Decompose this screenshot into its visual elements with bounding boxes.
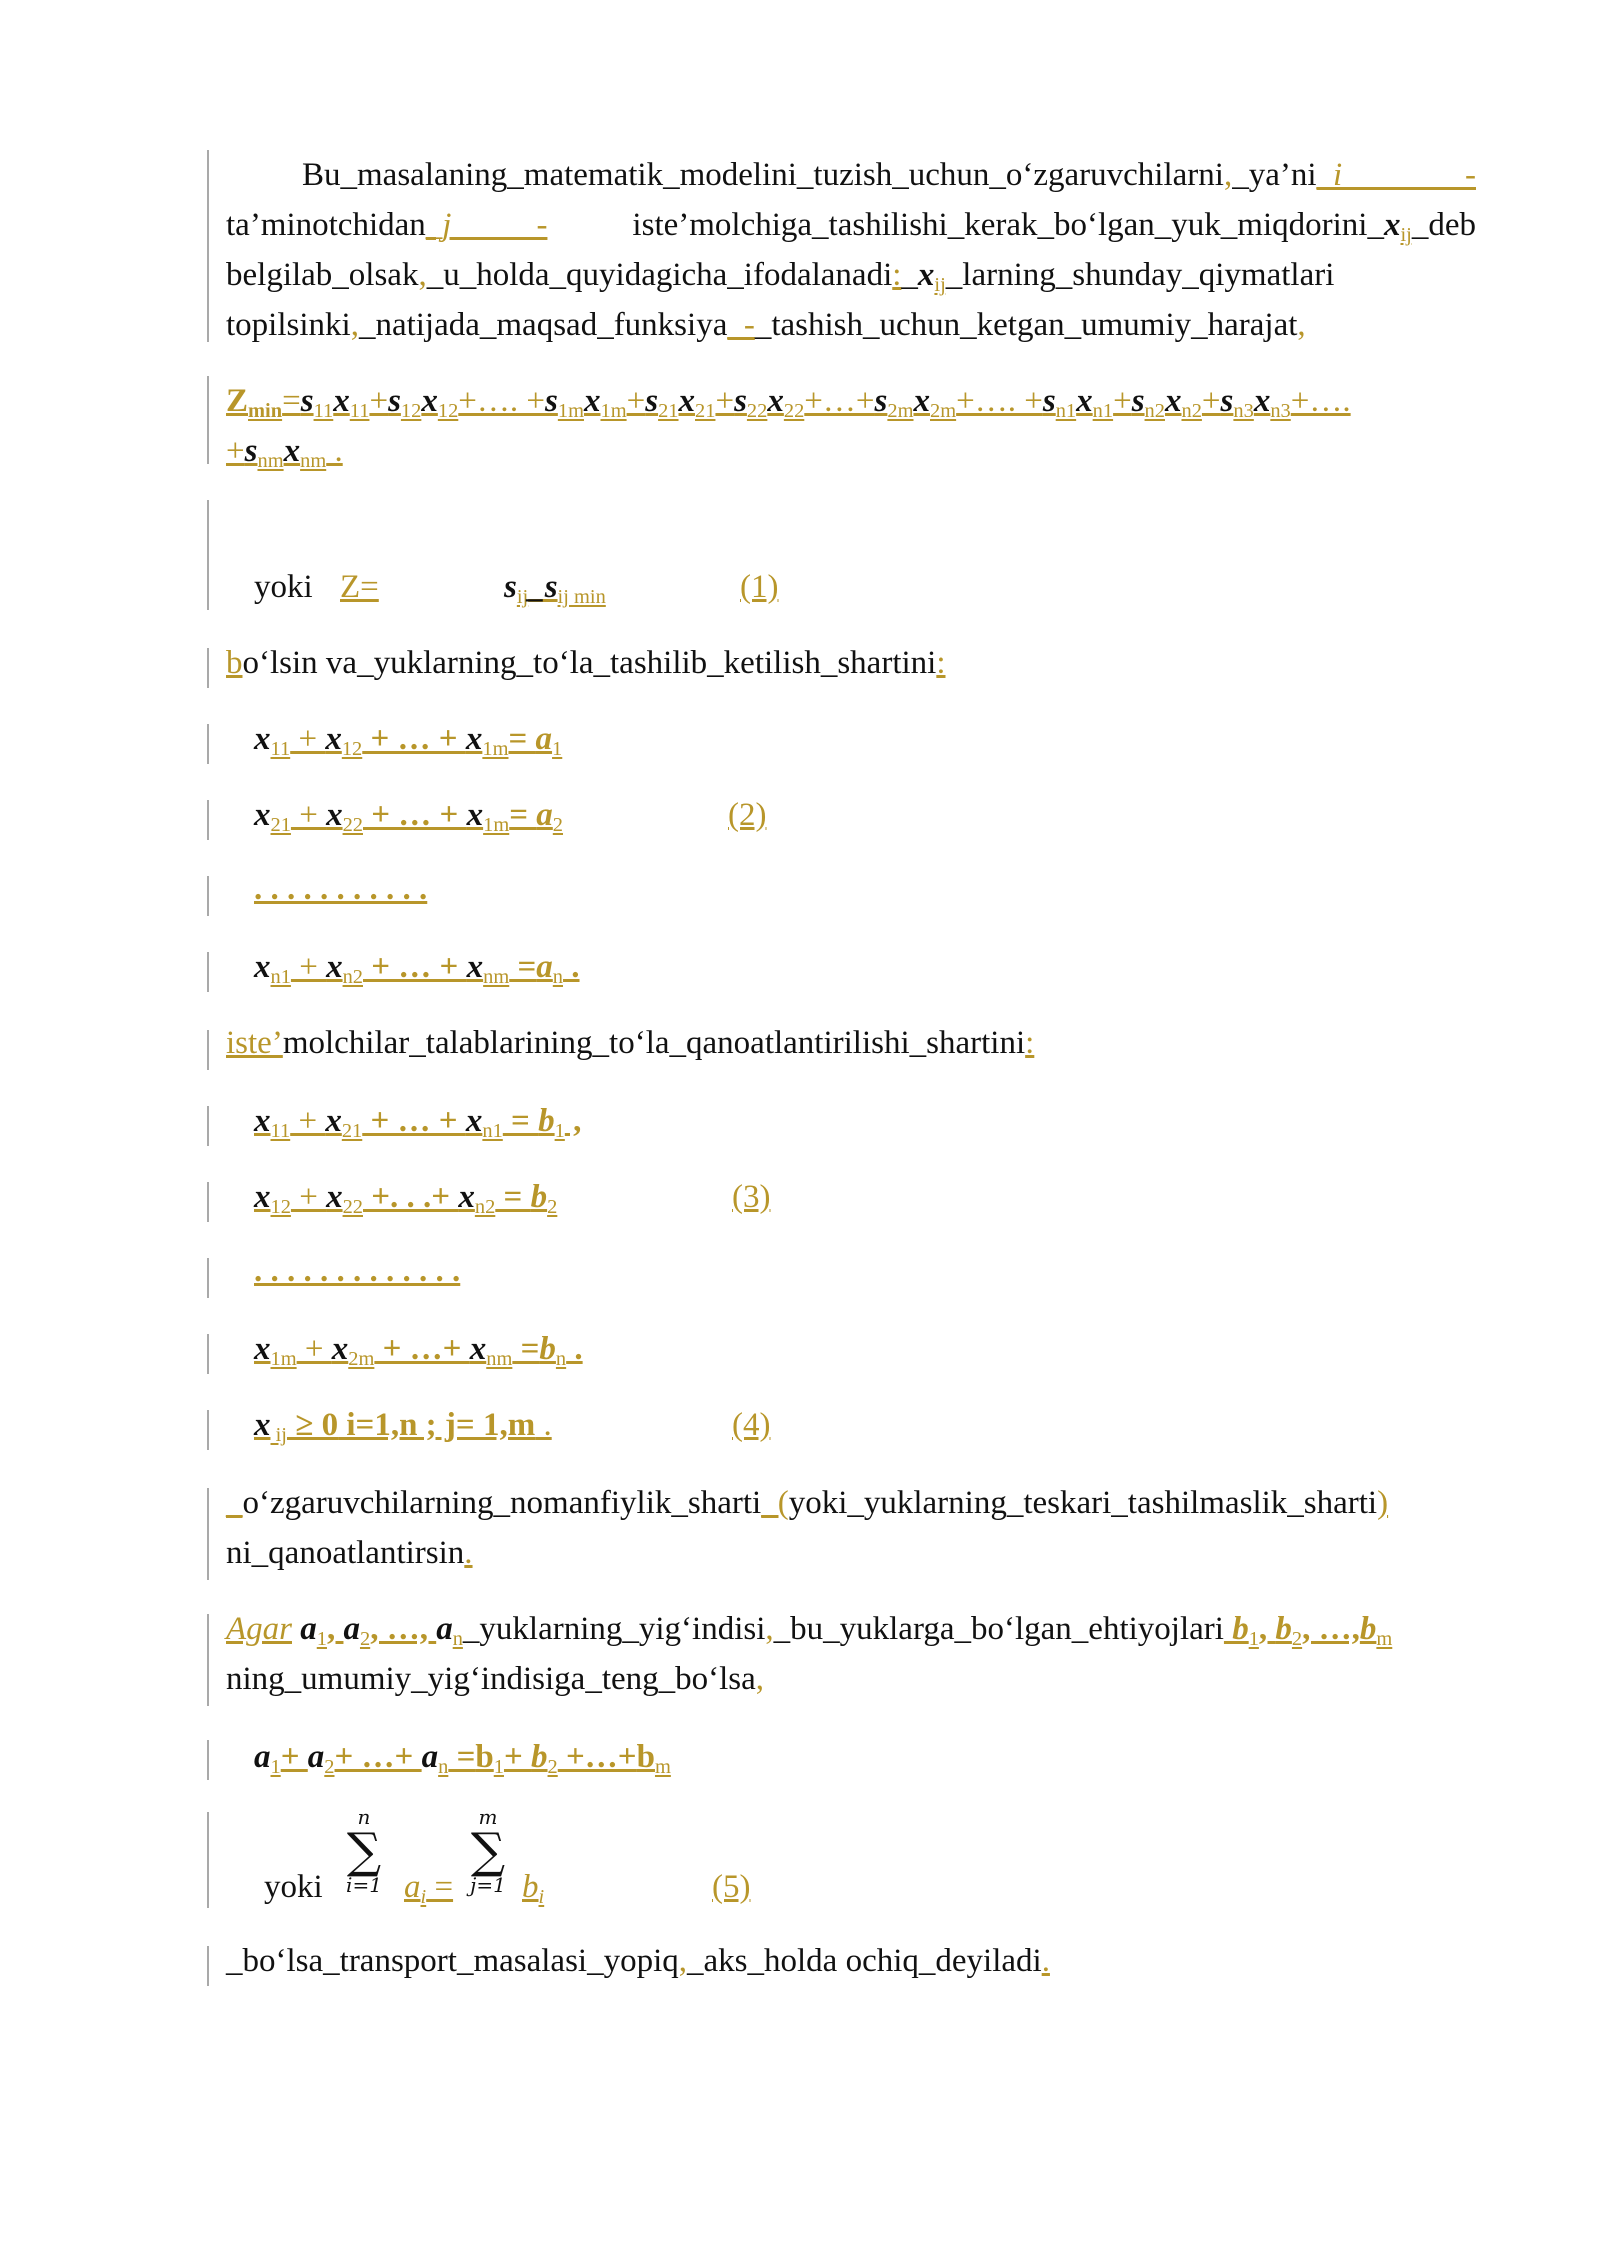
text-run: , [418, 257, 427, 293]
objective-function [226, 376, 1476, 476]
formula-term: , …, [1302, 1611, 1360, 1647]
demand-row-2 [254, 1172, 557, 1222]
formula-term: b [636, 1739, 655, 1775]
subscript: 1m [270, 1348, 297, 1370]
text-run: _bu_yuklarga_bo‘lgan_ehtiyojlari [773, 1611, 1224, 1647]
variable: b [522, 1869, 539, 1905]
formula-term: x [421, 383, 438, 419]
subscript: ij [270, 1424, 287, 1446]
equation-terms [292, 1611, 463, 1650]
nonnegativity-row [254, 1400, 552, 1450]
formula-term: x [465, 721, 483, 757]
sum-2 [468, 1806, 508, 1896]
text-run: , [755, 1661, 765, 1697]
subscript: 1m [600, 400, 627, 422]
equation-terms [254, 1179, 558, 1218]
subscript: n1 [1055, 400, 1077, 422]
subscript: i [538, 1886, 545, 1908]
text-run: yoki_yuklarning_teskari_tashilmaslik_sharti [788, 1485, 1378, 1521]
change-bar [207, 724, 209, 764]
formula-term: x [333, 383, 350, 419]
change-bar [207, 1812, 209, 1908]
change-bar [207, 1946, 209, 1986]
text-run: _j - [425, 207, 548, 243]
formula-term: = [282, 383, 301, 419]
text-run: _ya’ni [1232, 157, 1317, 193]
formula-term: + [290, 721, 326, 757]
subscript: n2 [1144, 400, 1165, 422]
sum-upper-limit: m [478, 1805, 498, 1829]
subscript: n [452, 1628, 463, 1650]
equation-3-number [732, 1172, 770, 1222]
objective-terms [282, 383, 1351, 422]
yoki-word: yoki [264, 1869, 323, 1905]
equation-5-number [712, 1862, 750, 1912]
formula-term: +…+ [557, 1739, 637, 1775]
change-bar [207, 648, 209, 688]
equation-terms [254, 949, 580, 988]
subscript: 12 [270, 1196, 291, 1218]
formula-term: b [1275, 1611, 1292, 1647]
formula-term: x [254, 721, 271, 757]
formula-term: b [530, 1179, 548, 1215]
formula-term: +. . .+ [363, 1179, 459, 1215]
subscript: 2m [930, 400, 957, 422]
yoki-word: yoki [254, 569, 313, 605]
equation-5-ai [404, 1862, 453, 1912]
formula-term: x [767, 383, 784, 419]
change-bar [207, 1410, 209, 1450]
text-run: _- [727, 307, 755, 343]
subscript: n [552, 966, 564, 988]
text-run: molchilar_talablarining_to‘la_qanoatlantirilishi_shartini [282, 1025, 1026, 1061]
change-bar [207, 800, 209, 840]
change-bar [207, 1182, 209, 1222]
change-bar [207, 1030, 209, 1070]
formula-term: . [326, 433, 343, 469]
formula-term: s [388, 383, 401, 419]
text-run: . [464, 1535, 473, 1571]
paragraph-closed-open [226, 1936, 1476, 1986]
variable: x [1383, 207, 1401, 243]
subscript: 12 [341, 738, 363, 760]
formula-term: + …+ [334, 1739, 422, 1775]
equation-terms [254, 1739, 671, 1778]
text-run: _larning_shunday_qiymatlari topilsinki [226, 257, 1335, 343]
change-bar [207, 1334, 209, 1374]
formula-term: a [535, 721, 553, 757]
formula-term: = [448, 1739, 476, 1775]
subscript: 1 [493, 1756, 504, 1778]
text-run: iste’molchiga_tashilishi_kerak_bo‘lgan_yuk_miqdorini_ [547, 207, 1384, 243]
subscript: 21 [695, 400, 716, 422]
subscript: 1 [270, 1756, 281, 1778]
subscript: 11 [313, 400, 334, 422]
subscript: 22 [746, 400, 768, 422]
formula-term: x [326, 949, 343, 985]
formula-term: a [536, 797, 553, 833]
formula-term: + [369, 383, 389, 419]
equation-1-z [340, 562, 379, 612]
formula-term: a [421, 1739, 439, 1775]
subscript: n2 [342, 966, 363, 988]
change-bar [207, 1740, 209, 1780]
formula-term: + … + [362, 721, 466, 757]
subscript: 11 [349, 400, 370, 422]
z-equals: Z= [340, 569, 379, 605]
equation-terms [254, 797, 564, 836]
subscript: 2 [552, 814, 564, 836]
text-run: _i - [1316, 157, 1476, 193]
formula-term: x [254, 949, 271, 985]
formula-term: x [254, 1103, 271, 1139]
text-run: _ [901, 257, 918, 293]
subscript: 21 [270, 814, 291, 836]
paragraph-demand-condition [226, 1018, 1476, 1068]
formula-term: a [343, 1611, 360, 1647]
formula-term: a [254, 1739, 271, 1775]
demand-row-m [254, 1324, 583, 1374]
formula-term: , …, [370, 1611, 437, 1647]
subscript: ij [934, 274, 946, 296]
sum-upper-limit: n [357, 1805, 371, 1829]
subscript: 11 [270, 738, 291, 760]
text-run: ta’minotchidan [226, 207, 426, 243]
variable: s [504, 569, 517, 605]
objective-line-1 [226, 376, 1476, 426]
formula-term: s [545, 383, 558, 419]
text-run: ni_qanoatlantirsin [226, 1535, 465, 1571]
text-run: ) [1377, 1485, 1389, 1521]
formula-term: s [300, 383, 314, 419]
equation-number: (4) [732, 1407, 771, 1443]
supply-dots [254, 864, 427, 914]
formula-term: + [290, 949, 327, 985]
equation-1-s [504, 562, 606, 612]
subscript: ij [516, 586, 529, 608]
subscript: n1 [270, 966, 291, 988]
formula-term: = [502, 1103, 539, 1139]
text-run: , [1223, 157, 1233, 193]
text-run: iste’ [226, 1025, 283, 1061]
formula-term: i=1,n ; j= 1,m [338, 1407, 536, 1443]
text-run: , [1297, 307, 1306, 343]
change-bar [207, 1614, 209, 1706]
formula-term: s [734, 383, 747, 419]
formula-term: b [475, 1739, 494, 1775]
formula-term: . [566, 1331, 583, 1367]
subscript: 1 [316, 1628, 327, 1650]
subscript: n1 [1092, 400, 1114, 422]
text-run: : [892, 257, 902, 293]
subscript: n1 [482, 1120, 503, 1142]
formula-term: x [325, 1103, 342, 1139]
formula-term: = [509, 797, 537, 833]
formula-term: x [1253, 383, 1271, 419]
text-run: : [936, 645, 946, 681]
formula-term: x [254, 1331, 271, 1367]
demand-row-1 [254, 1096, 581, 1146]
formula-term: + [626, 383, 646, 419]
formula-term: x [1164, 383, 1182, 419]
subscript: ij min [557, 586, 606, 608]
formula-term: s [1042, 383, 1056, 419]
subscript: 2 [547, 1756, 558, 1778]
formula-term: = [495, 1179, 531, 1215]
formula-term: , [564, 1103, 582, 1139]
formula-term: + …+ [374, 1331, 470, 1367]
subscript: n3 [1270, 400, 1291, 422]
subscript: i [420, 1886, 427, 1908]
formula-term: b [531, 1739, 548, 1775]
subscript: m [1376, 1628, 1393, 1650]
equation-1 [254, 562, 313, 612]
ellipsis-dots: . . . . . . . . . . . . . [254, 1253, 461, 1289]
supply-row-2 [254, 790, 563, 840]
formula-term: = [508, 721, 536, 757]
text-run: _tashish_uchun_ketgan_umumiy_harajat [754, 307, 1298, 343]
subscript: nm [486, 1348, 513, 1370]
formula-term: x [326, 1179, 343, 1215]
formula-term: s [244, 433, 258, 469]
subscript: 12 [400, 400, 422, 422]
sum-equality [254, 1732, 671, 1782]
formula-term: x [326, 797, 343, 833]
sum-lower-limit: j=1 [470, 1873, 506, 1897]
sigma-symbol: ∑ [470, 1823, 506, 1879]
subscript: 2m [887, 400, 914, 422]
text-run: b [226, 645, 243, 681]
subscript: nm [300, 450, 327, 472]
formula-term: s [1131, 383, 1145, 419]
formula-term: + [290, 1103, 326, 1139]
formula-term: x [465, 1103, 483, 1139]
variable: x [917, 257, 935, 293]
subscript: 1m [482, 738, 509, 760]
supply-row-1 [254, 714, 562, 764]
text-run: _( [761, 1485, 789, 1521]
formula-term: + [1201, 383, 1221, 419]
equation-number: (3) [732, 1179, 771, 1215]
formula-term: +…. [1290, 383, 1351, 419]
formula-term: x [678, 383, 696, 419]
variable: a [404, 1869, 421, 1905]
formula-term: +…. + [956, 383, 1043, 419]
subscript: nm [257, 450, 284, 472]
subscript: m [654, 1756, 671, 1778]
subscript: ij [1400, 224, 1412, 246]
paragraph-model-intro [226, 150, 1476, 350]
sigma-symbol: ∑ [346, 1823, 382, 1879]
subscript: n2 [474, 1196, 496, 1218]
formula-term: x [283, 433, 301, 469]
equals-sign: = [426, 1869, 454, 1905]
subscript: n3 [1233, 400, 1254, 422]
z-symbol: Z [226, 383, 249, 419]
subscript: 2 [324, 1756, 335, 1778]
subscript: min [248, 400, 283, 422]
formula-term: x [913, 383, 930, 419]
paragraph-supply-condition [226, 638, 1476, 688]
text-run: _natijada_maqsad_funksiya [358, 307, 728, 343]
formula-term: + [503, 1739, 532, 1775]
text-run: Agar [226, 1611, 292, 1647]
sum-1 [344, 1806, 384, 1896]
supply-row-n [254, 942, 580, 992]
formula-term: + … + [362, 1103, 466, 1139]
formula-term: x [466, 797, 484, 833]
objective-line-2 [226, 426, 1476, 476]
formula-term: x [466, 949, 484, 985]
formula-term: x [458, 1179, 475, 1215]
change-bar [207, 376, 209, 464]
equation-5-yoki [264, 1862, 323, 1912]
equation-terms [254, 1331, 583, 1370]
change-bar [207, 952, 209, 992]
text-run: _deb belgilab_olsak [226, 207, 1476, 293]
subscript: 2 [1291, 1628, 1303, 1650]
subscript: 1m [557, 400, 584, 422]
formula-term: b [1359, 1611, 1377, 1647]
formula-term: ≥ 0 [286, 1407, 339, 1443]
formula-term: b [538, 1103, 555, 1139]
subscript: 22 [783, 400, 805, 422]
formula-term: + … + [363, 797, 467, 833]
formula-term: + [280, 1739, 308, 1775]
text-run: _bo‘lsa_transport_masalasi_yopiq [226, 1943, 679, 1979]
demand-dots [254, 1246, 460, 1296]
formula-term: s [1220, 383, 1234, 419]
equation-2-number [728, 790, 766, 840]
formula-term: + [715, 383, 735, 419]
text-run: o‘zgaruvchilarning_nomanfiylik_sharti [242, 1485, 762, 1521]
formula-term: x [1076, 383, 1093, 419]
formula-term: + [226, 433, 245, 469]
subscript: n2 [1181, 400, 1202, 422]
subscript: n [555, 1348, 567, 1370]
formula-term: s [645, 383, 659, 419]
equation-5-bi [522, 1862, 544, 1912]
equation-number: (2) [728, 797, 767, 833]
equation-4-number [732, 1400, 770, 1450]
formula-term: x [254, 1179, 271, 1215]
subscript: 1 [552, 738, 563, 760]
subscript: 12 [437, 400, 459, 422]
formula-term: b [539, 1331, 556, 1367]
text-run: Bu_masalaning_matematik_modelini_tuzish_uchun_o‘zgaruvchilarni [302, 157, 1224, 193]
paragraph-balance [226, 1604, 1476, 1704]
text-run: ning_umumiy_yig‘indisiga_teng_bo‘lsa [226, 1661, 756, 1697]
subscript: n [438, 1756, 449, 1778]
change-bar [207, 150, 209, 342]
formula-term: +…. + [458, 383, 546, 419]
formula-term: + [290, 1179, 327, 1215]
formula-term: x [331, 1331, 349, 1367]
change-bar [207, 876, 209, 916]
change-bar [207, 1488, 209, 1580]
equation-terms [254, 1103, 582, 1142]
ellipsis-dots: . . . . . . . . . . . [254, 871, 428, 907]
formula-term: a [292, 1611, 317, 1647]
formula-term: + [290, 797, 327, 833]
equation-terms [254, 721, 563, 760]
text-run: o‘lsin va_yuklarning_to‘la_tashilib_ketilish_shartini [242, 645, 937, 681]
variable: _s [528, 569, 558, 605]
objective-terms [226, 433, 343, 472]
change-bar [207, 500, 209, 610]
subscript: nm [483, 966, 510, 988]
formula-term: = [509, 949, 537, 985]
change-bar [207, 1106, 209, 1146]
equation-terms [1223, 1611, 1393, 1650]
equation-1-number [740, 562, 778, 612]
text-run: . [1041, 1943, 1050, 1979]
text-run: , [678, 1943, 688, 1979]
formula-term: s [874, 383, 888, 419]
equation-number: (5) [712, 1869, 751, 1905]
formula-term: a [307, 1739, 325, 1775]
formula-term: b [1223, 1611, 1249, 1647]
formula-term: x [469, 1331, 487, 1367]
formula-term: +…+ [804, 383, 875, 419]
text-run: , [350, 307, 359, 343]
formula-term: + [296, 1331, 332, 1367]
subscript: 1m [483, 814, 510, 836]
formula-term: . [563, 949, 580, 985]
subscript: 2 [547, 1196, 558, 1218]
sum-lower-limit: i=1 [346, 1873, 382, 1897]
formula-term: a [436, 1611, 453, 1647]
text-run: _u_holda_quyidagicha_ifodalanadi [426, 257, 893, 293]
text-run: _ [226, 1485, 243, 1521]
formula-term: x [254, 797, 271, 833]
paragraph-nonnegativity [226, 1478, 1476, 1578]
subscript: 2 [359, 1628, 371, 1650]
text-run: : [1025, 1025, 1035, 1061]
text-run: _aks_holda ochiq_deyiladi [687, 1943, 1042, 1979]
formula-term: x [254, 1407, 271, 1443]
formula-term: , [1258, 1611, 1276, 1647]
formula-term: x [583, 383, 601, 419]
formula-term: , [326, 1611, 344, 1647]
text-run: _yuklarning_yig‘indisi [462, 1611, 766, 1647]
subscript: 2m [348, 1348, 375, 1370]
change-bar [207, 1258, 209, 1298]
formula-term: . [535, 1407, 552, 1443]
formula-term: = [512, 1331, 540, 1367]
subscript: 22 [342, 1196, 363, 1218]
formula-term: + … + [363, 949, 467, 985]
subscript: 22 [342, 814, 363, 836]
subscript: 21 [341, 1120, 363, 1142]
equation-terms [254, 1407, 552, 1446]
subscript: 1 [554, 1120, 565, 1142]
subscript: 1 [1248, 1628, 1259, 1650]
formula-term: x [325, 721, 342, 757]
text-run: , [765, 1611, 774, 1647]
subscript: 21 [658, 400, 679, 422]
formula-term: + [1113, 383, 1132, 419]
equation-number: (1) [740, 569, 779, 605]
subscript: 11 [270, 1120, 291, 1142]
formula-term: a [536, 949, 553, 985]
